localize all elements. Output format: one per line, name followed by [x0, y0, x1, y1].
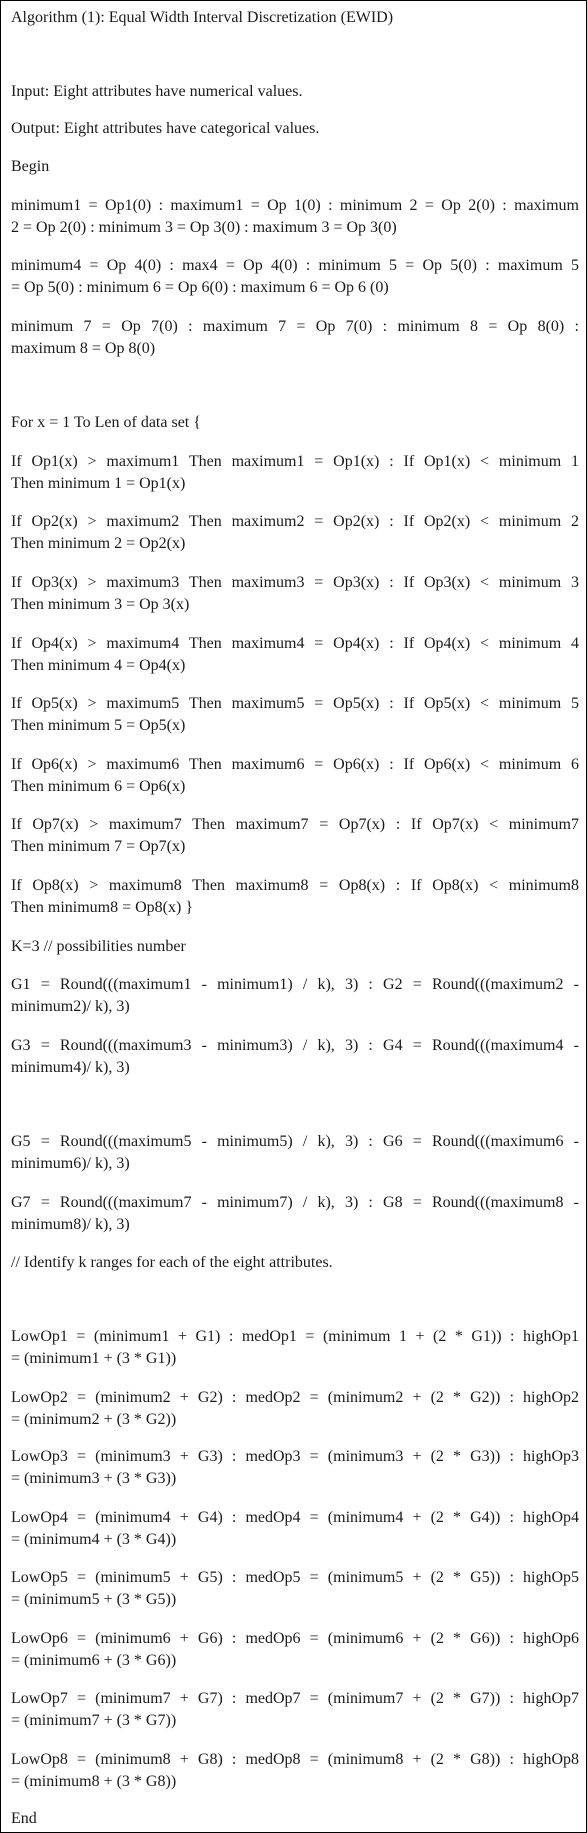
loop-line: If Op4(x) > maximum4 Then maximum4 = Op4(x) : If Op4(x) < minimum 4: [11, 635, 579, 652]
range-line: LowOp3 = (minimum3 + G3) : medOp3 = (minimum3 + (2 * G3)) : highOp3: [11, 1448, 579, 1465]
g-line: minimum2)/ k), 3): [11, 998, 130, 1015]
range-line: = (minimum3 + (3 * G3)): [11, 1470, 177, 1487]
algorithm-title: Algorithm (1): Equal Width Interval Discretization (EWID): [11, 9, 394, 26]
range-line: LowOp1 = (minimum1 + G1) : medOp1 = (minimum 1 + (2 * G1)) : highOp1: [11, 1328, 579, 1345]
end-keyword: End: [11, 1810, 37, 1827]
loop-header: For x = 1 To Len of data set {: [11, 414, 201, 431]
range-line: = (minimum7 + (3 * G7)): [11, 1712, 177, 1729]
g-line: G7 = Round(((maximum7 - minimum7) / k), 3) : G8 = Round(((maximum8 -: [11, 1194, 579, 1211]
loop-line: Then minimum 7 = Op7(x): [11, 838, 186, 855]
output-line: Output: Eight attributes have categorical values.: [11, 120, 320, 137]
init-line: minimum4 = Op 4(0) : max4 = Op 4(0) : minimum 5 = Op 5(0) : maximum 5: [11, 257, 579, 274]
init-line: = Op 5(0) : minimum 6 = Op 6(0) : maximum 6 = Op 6 (0): [11, 279, 389, 296]
g-line: minimum4)/ k), 3): [11, 1059, 130, 1076]
loop-line: If Op1(x) > maximum1 Then maximum1 = Op1(x) : If Op1(x) < minimum 1: [11, 453, 579, 470]
range-line: LowOp8 = (minimum8 + G8) : medOp8 = (minimum8 + (2 * G8)) : highOp8: [11, 1751, 579, 1768]
begin-keyword: Begin: [11, 158, 50, 175]
loop-line: If Op2(x) > maximum2 Then maximum2 = Op2(x) : If Op2(x) < minimum 2: [11, 513, 579, 530]
g-line: minimum6)/ k), 3): [11, 1155, 130, 1172]
loop-line: Then minimum 1 = Op1(x): [11, 475, 186, 492]
g-line: minimum8)/ k), 3): [11, 1216, 130, 1233]
loop-line: Then minimum8 = Op8(x) }: [11, 899, 194, 916]
g-line: G5 = Round(((maximum5 - minimum5) / k), 3) : G6 = Round(((maximum6 -: [11, 1133, 579, 1150]
g-line: G1 = Round(((maximum1 - minimum1) / k), 3) : G2 = Round(((maximum2 -: [11, 976, 579, 993]
range-line: = (minimum4 + (3 * G4)): [11, 1531, 177, 1548]
loop-line: If Op6(x) > maximum6 Then maximum6 = Op6(x) : If Op6(x) < minimum 6: [11, 756, 579, 773]
range-line: = (minimum6 + (3 * G6)): [11, 1652, 177, 1669]
loop-line: If Op5(x) > maximum5 Then maximum5 = Op5(x) : If Op5(x) < minimum 5: [11, 695, 579, 712]
range-line: LowOp6 = (minimum6 + G6) : medOp6 = (minimum6 + (2 * G6)) : highOp6: [11, 1630, 579, 1647]
loop-line: Then minimum 3 = Op 3(x): [11, 596, 190, 613]
init-line: maximum 8 = Op 8(0): [11, 340, 156, 357]
loop-line: Then minimum 6 = Op6(x): [11, 778, 186, 795]
loop-line: If Op8(x) > maximum8 Then maximum8 = Op8(x) : If Op8(x) < minimum8: [11, 877, 579, 894]
k-line: K=3 // possibilities number: [11, 938, 186, 955]
g-line: G3 = Round(((maximum3 - minimum3) / k), 3) : G4 = Round(((maximum4 -: [11, 1037, 579, 1054]
range-line: LowOp5 = (minimum5 + G5) : medOp5 = (minimum5 + (2 * G5)) : highOp5: [11, 1569, 579, 1586]
loop-line: Then minimum 2 = Op2(x): [11, 535, 186, 552]
loop-line: Then minimum 5 = Op5(x): [11, 717, 186, 734]
range-line: = (minimum8 + (3 * G8)): [11, 1773, 177, 1790]
init-line: 2 = Op 2(0) : minimum 3 = Op 3(0) : maximum 3 = Op 3(0): [11, 219, 397, 236]
init-line: minimum1 = Op1(0) : maximum1 = Op 1(0) : minimum 2 = Op 2(0) : maximum: [11, 197, 579, 214]
range-line: = (minimum2 + (3 * G2)): [11, 1411, 177, 1428]
range-line: LowOp2 = (minimum2 + G2) : medOp2 = (minimum2 + (2 * G2)) : highOp2: [11, 1389, 579, 1406]
loop-line: If Op7(x) > maximum7 Then maximum7 = Op7(x) : If Op7(x) < minimum7: [11, 816, 579, 833]
loop-line: Then minimum 4 = Op4(x): [11, 657, 186, 674]
range-line: LowOp4 = (minimum4 + G4) : medOp4 = (minimum4 + (2 * G4)) : highOp4: [11, 1509, 579, 1526]
range-line: = (minimum1 + (3 * G1)): [11, 1350, 177, 1367]
input-line: Input: Eight attributes have numerical values.: [11, 83, 303, 100]
loop-line: If Op3(x) > maximum3 Then maximum3 = Op3(x) : If Op3(x) < minimum 3: [11, 574, 579, 591]
init-line: minimum 7 = Op 7(0) : maximum 7 = Op 7(0) : minimum 8 = Op 8(0) :: [11, 318, 579, 335]
ranges-comment: // Identify k ranges for each of the eight attributes.: [11, 1254, 333, 1271]
range-line: LowOp7 = (minimum7 + G7) : medOp7 = (minimum7 + (2 * G7)) : highOp7: [11, 1690, 579, 1707]
range-line: = (minimum5 + (3 * G5)): [11, 1591, 177, 1608]
